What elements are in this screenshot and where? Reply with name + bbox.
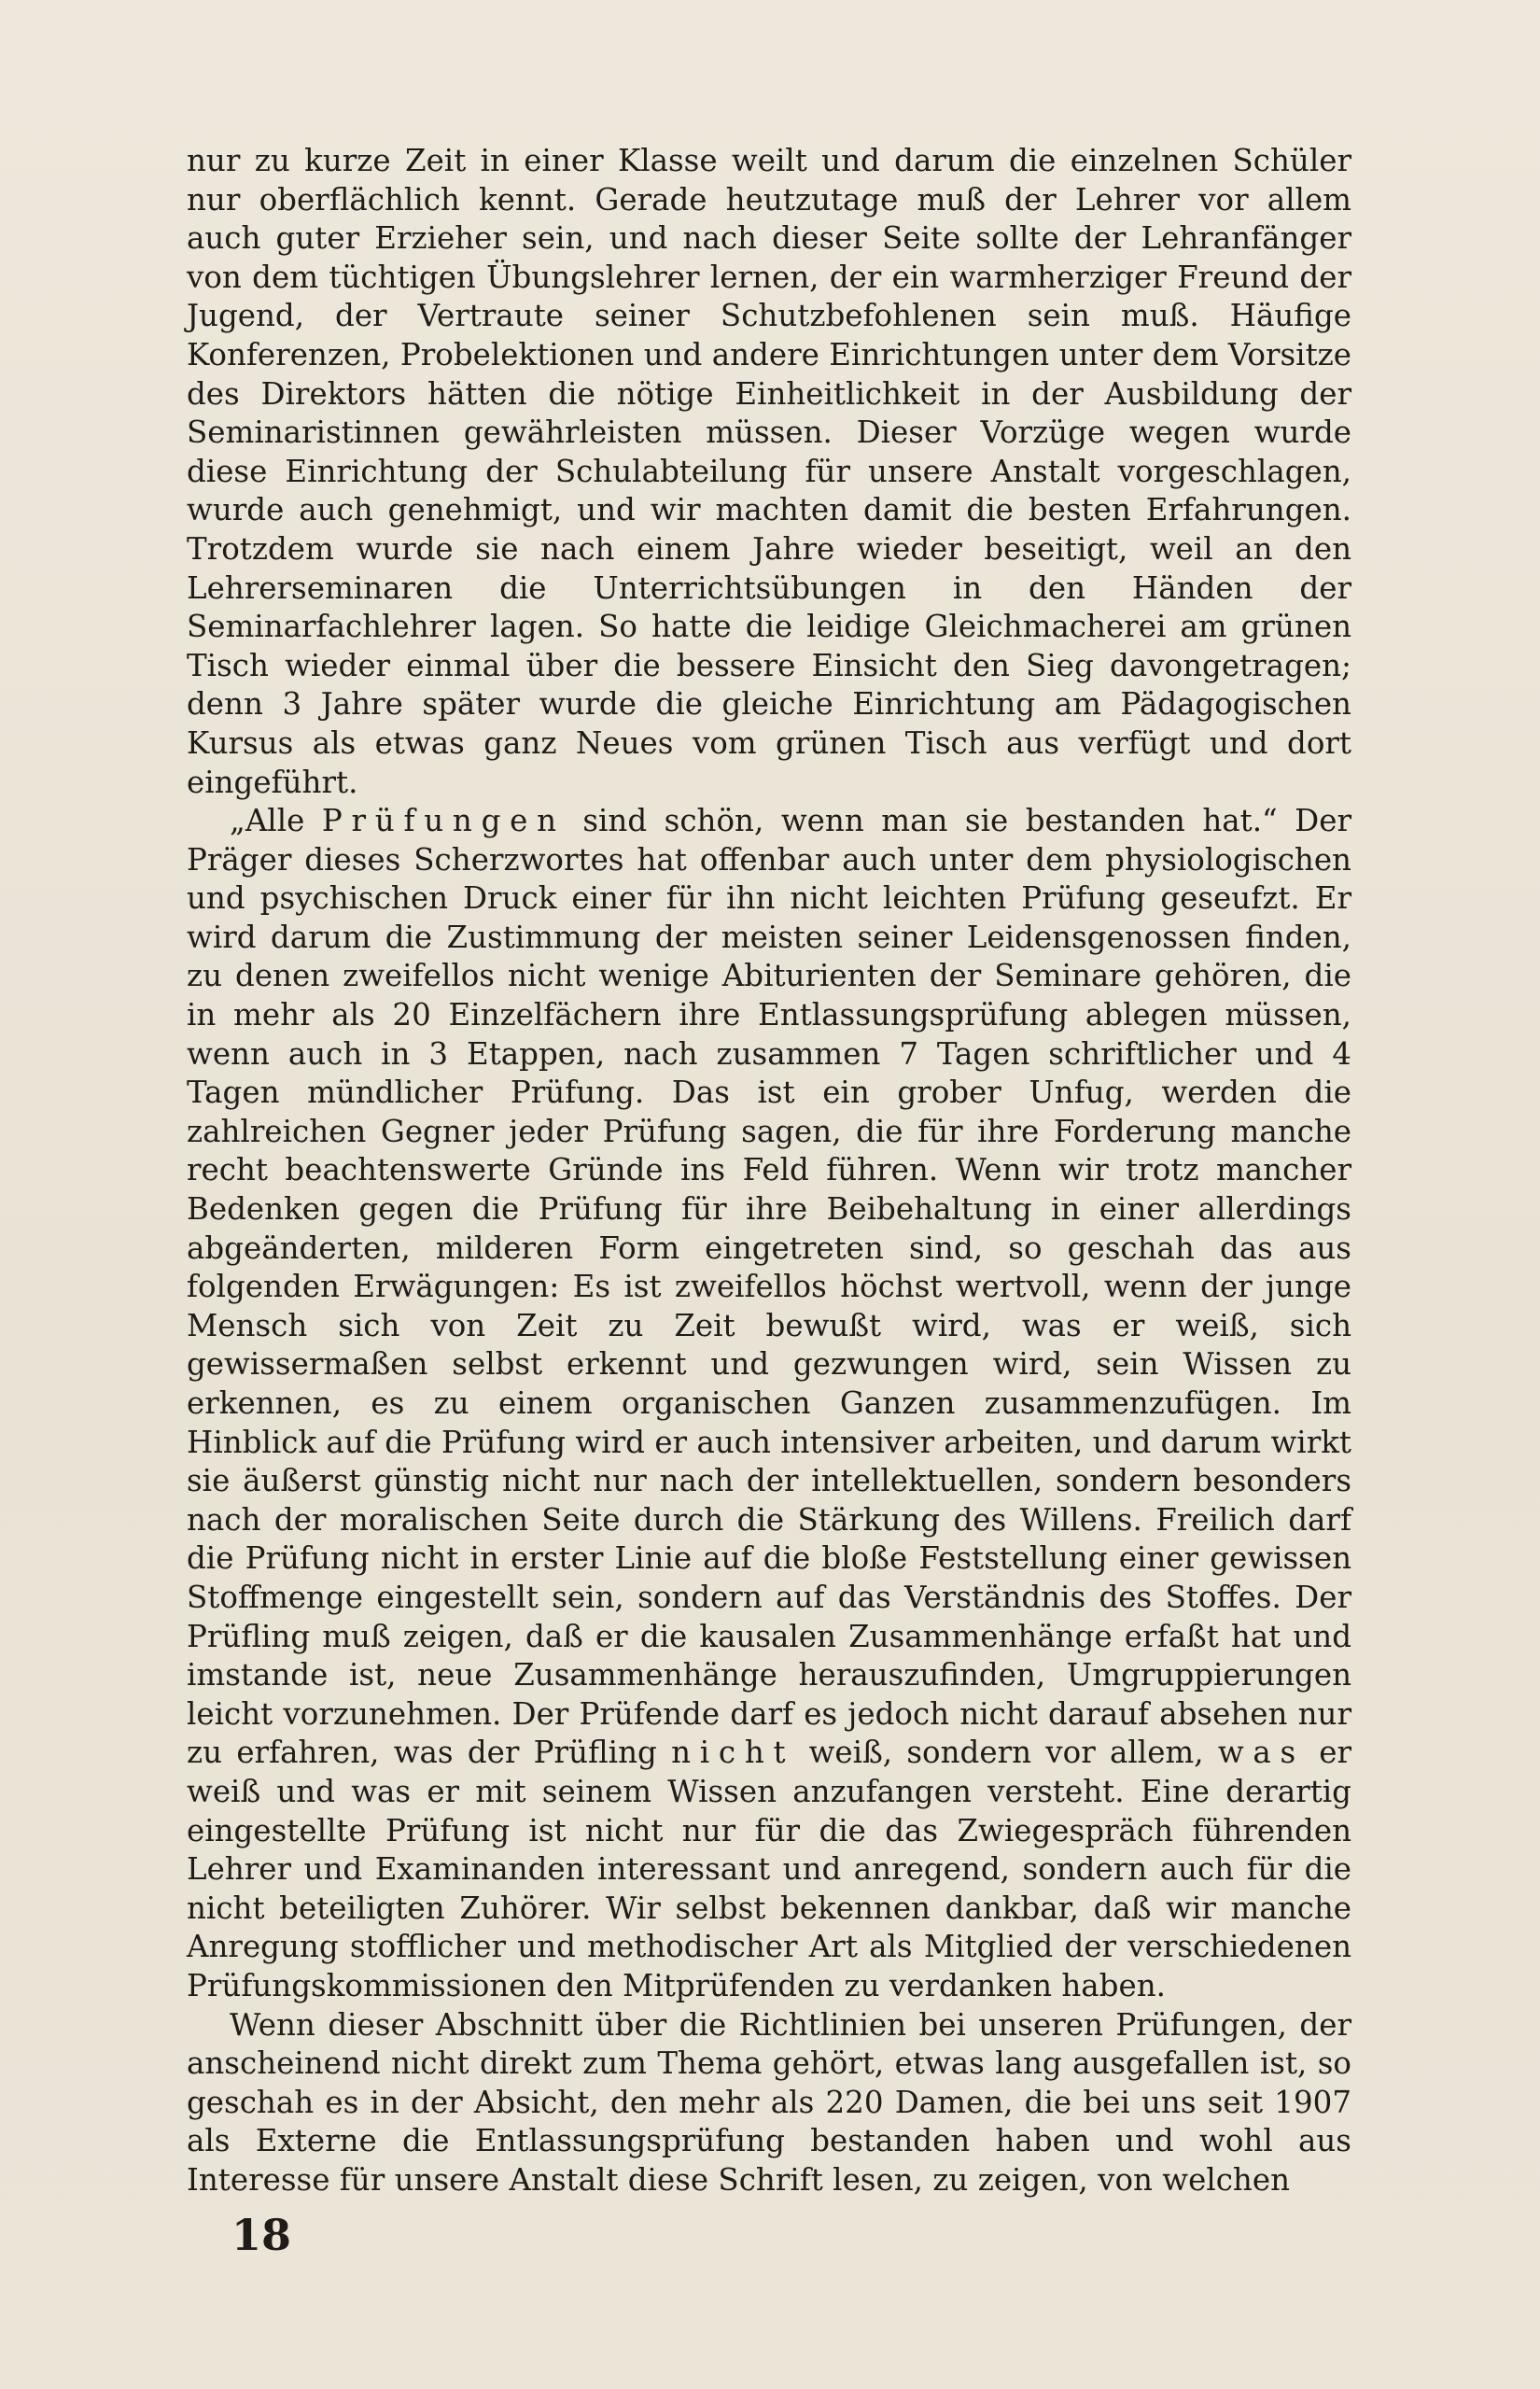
paragraph-2-open-quote: „Alle — [230, 803, 322, 839]
paragraph-2-text-2: weiß, sondern vor allem, — [794, 1735, 1218, 1771]
paragraph-2-spaced-word-3: was — [1217, 1735, 1305, 1771]
paragraph-2 — [187, 802, 1351, 2005]
paragraph-1: nur zu kurze Zeit in einer Klasse weilt und darum die einzelnen Schüler nur oberflächlich kennt. Gerade heutzutage muß der Lehrer vor allem auch guter Erzieher sein, und nach dieser Seite sollte der Lehranfänger von dem tüchtigen Übungslehrer lernen, der ein warmherziger Freund der Jugend, der Vertraute seiner Schutzbefohlenen sein muß. Häufige Konferenzen, Probelektionen und andere Einrichtungen unter dem Vorsitze des Direktors hätten die nötige Einheitlichkeit in der Ausbildung der Seminaristinnen gewährleisten müssen. Dieser Vorzüge wegen wurde diese Einrichtung der Schulabteilung für unsere Anstalt vorgeschlagen, wurde auch genehmigt, und wir machten damit die besten Erfahrungen. Trotzdem wurde sie nach einem Jahre wieder beseitigt, weil an den Lehrerseminaren die Unterrichtsübungen in den Händen der Seminarfachlehrer lagen. So hatte die leidige Gleichmacherei am grünen Tisch wieder einmal über die bessere Einsicht den Sieg davongetragen; denn 3 Jahre später wurde die gleiche Einrichtung am Pädagogischen Kursus als etwas ganz Neues vom grünen Tisch aus verfügt und dort eingeführt. — [187, 143, 1351, 800]
paragraph-3: Wenn dieser Abschnitt über die Richtlinien bei unseren Prüfungen, der anscheinend nicht direkt zum Thema gehört, etwas lang ausgefallen ist, so geschah es in der Absicht, den mehr als 220 Damen, die bei uns seit 1907 als Externe die Entlassungsprüfung bestanden haben und wohl aus Interesse für unsere Anstalt diese Schrift lesen, zu zeigen, von welchen — [187, 2006, 1351, 2198]
paragraph-2-spaced-word-2: nicht — [671, 1735, 795, 1771]
paragraph-2-spaced-word: Prüfungen — [321, 803, 566, 839]
paragraph-2-text-3: er weiß und was er mit seinem Wissen anzufangen versteht. Eine derartig eingestellte Prüfung ist nicht nur für die das Zwiegespräch führenden Lehrer und Examinanden interessant und anregend, sondern auch für die nicht beteiligten Zuhörer. Wir selbst bekennen dankbar, daß wir manche Anregung stofflicher und methodischer Art als Mitglied der verschiedenen Prüfungskommissionen den Mitprüfenden zu verdanken haben. — [187, 1735, 1351, 2003]
page-number: 18 — [231, 2210, 292, 2260]
paragraph-2-text: sind schön, wenn man sie bestanden hat.“ Der Präger dieses Scherzwortes hat offenbar auch unter dem physiologischen und psychischen Druck einer für ihn nicht leichten Prüfung geseufzt. Er wird darum die Zustimmung der meisten seiner Leidensgenossen finden, zu denen zweifellos nicht wenige Abiturienten der Seminare gehören, die in mehr als 20 Einzelfächern ihre Entlassungsprüfung ablegen müssen, wenn auch in 3 Etappen, nach zusammen 7 Tagen schriftlicher und 4 Tagen mündlicher Prüfung. Das ist ein grober Unfug, werden die zahlreichen Gegner jeder Prüfung sagen, die für ihre Forderung manche recht beachtenswerte Gründe ins Feld führen. Wenn wir trotz mancher Bedenken gegen die Prüfung für ihre Beibehaltung in einer allerdings abgeänderten, milderen Form eingetreten sind, so geschah das aus folgenden Erwägungen: Es ist zweifellos höchst wertvoll, wenn der junge Mensch sich von Zeit zu Zeit bewußt wird, was er weiß, sich gewissermaßen selbst erkennt und gezwungen wird, sein Wissen zu erkennen, es zu einem organischen Ganzen zusammenzufügen. Im Hinblick auf die Prüfung wird er auch intensiver arbeiten, und darum wirkt sie äußerst günstig nicht nur nach der intellektuellen, sondern besonders nach der moralischen Seite durch die Stärkung des Willens. Freilich darf die Prüfung nicht in erster Linie auf die bloße Feststellung einer gewissen Stoffmenge eingestellt sein, sondern auf das Verständnis des Stoffes. Der Prüfling muß zeigen, daß er die kausalen Zusammenhänge erfaßt hat und imstande ist, neue Zusammenhänge herauszufinden, Umgruppierungen leicht vorzunehmen. Der Prüfende darf es jedoch nicht darauf absehen nur zu erfahren, was der Prüfling — [187, 803, 1351, 1771]
body-text — [187, 142, 1351, 2199]
